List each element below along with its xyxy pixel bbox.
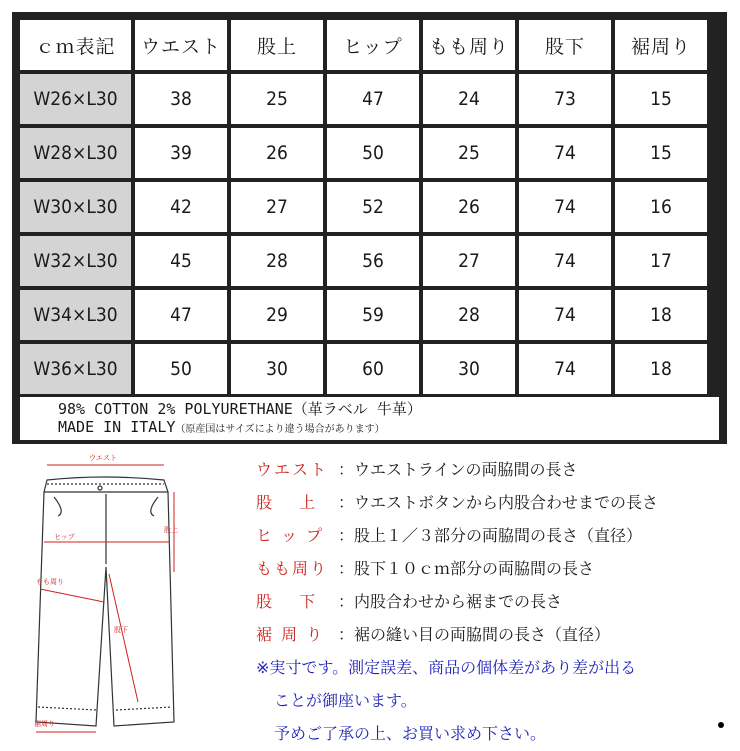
table-cell: 50 xyxy=(327,128,419,178)
size-label: W28×L30 xyxy=(20,128,131,178)
table-row xyxy=(20,290,707,340)
label-waist: ウエスト xyxy=(89,454,117,462)
table-cell: 50 xyxy=(135,344,227,394)
table-cell: 26 xyxy=(231,128,323,178)
legend-term: 股 下 xyxy=(256,592,318,611)
pants-outline xyxy=(36,477,174,726)
label-rise: 股上 xyxy=(164,526,178,534)
legend-note: ※実寸です。測定誤差、商品の個体差があり差が出る xyxy=(256,658,637,677)
pants-measurement-diagram xyxy=(14,452,210,737)
table-cell: 25 xyxy=(231,74,323,124)
size-chart-frame xyxy=(12,12,727,444)
table-cell: 28 xyxy=(423,290,515,340)
table-cell: 15 xyxy=(615,128,707,178)
legend-term: ウエスト xyxy=(256,460,329,479)
table-cell: 74 xyxy=(519,290,611,340)
table-cell: 25 xyxy=(423,128,515,178)
table-cell: 15 xyxy=(615,74,707,124)
table-cell: 29 xyxy=(231,290,323,340)
legend-desc: ：ウエストボタンから内股合わせまでの長さ xyxy=(338,493,659,512)
measure-lines xyxy=(36,465,174,732)
origin-note: （原産国はサイズにより違う場合があります） xyxy=(175,424,385,435)
size-label: W34×L30 xyxy=(20,290,131,340)
material-composition: 98% COTTON 2% POLYURETHANE（革ラベル 牛革） xyxy=(58,400,422,418)
table-cell: 26 xyxy=(423,182,515,232)
legend-term: 股 上 xyxy=(256,493,318,512)
legend-desc: ：股下１０ｃｍ部分の両脇間の長さ xyxy=(338,559,595,578)
table-cell: 74 xyxy=(519,344,611,394)
table-cell: 47 xyxy=(135,290,227,340)
table-cell: 18 xyxy=(615,344,707,394)
table-cell: 38 xyxy=(135,74,227,124)
legend-desc: ：股上１／３部分の両脇間の長さ（直径） xyxy=(338,526,643,545)
label-hem: 裾周り xyxy=(34,720,55,728)
header-inseam: 股下 xyxy=(519,20,611,70)
header-hip: ヒップ xyxy=(327,20,419,70)
header-waist: ウエスト xyxy=(135,20,227,70)
table-cell: 27 xyxy=(423,236,515,286)
table-cell: 59 xyxy=(327,290,419,340)
size-table xyxy=(16,16,711,398)
size-label: W32×L30 xyxy=(20,236,131,286)
header-thigh: もも周り xyxy=(423,20,515,70)
table-cell: 45 xyxy=(135,236,227,286)
legend-item xyxy=(256,553,736,586)
table-row xyxy=(20,344,707,394)
table-cell: 42 xyxy=(135,182,227,232)
table-cell: 18 xyxy=(615,290,707,340)
header-rise: 股上 xyxy=(231,20,323,70)
measurement-legend xyxy=(256,454,736,751)
table-cell: 30 xyxy=(231,344,323,394)
legend-item xyxy=(256,586,736,619)
table-cell: 27 xyxy=(231,182,323,232)
table-cell: 24 xyxy=(423,74,515,124)
table-cell: 74 xyxy=(519,182,611,232)
legend-term: ヒ ッ プ xyxy=(256,526,325,545)
legend-item xyxy=(256,487,736,520)
legend-item xyxy=(256,520,736,553)
size-label: W36×L30 xyxy=(20,344,131,394)
size-label: W30×L30 xyxy=(20,182,131,232)
table-cell: 28 xyxy=(231,236,323,286)
table-cell: 56 xyxy=(327,236,419,286)
table-cell: 74 xyxy=(519,236,611,286)
legend-desc: ：裾の縫い目の両脇間の長さ（直径） xyxy=(338,625,611,644)
material-info xyxy=(20,397,719,440)
legend-desc: ：ウエストラインの両脇間の長さ xyxy=(338,460,578,479)
table-row xyxy=(20,236,707,286)
table-cell: 17 xyxy=(615,236,707,286)
legend-item xyxy=(256,619,736,652)
table-row xyxy=(20,128,707,178)
table-cell: 39 xyxy=(135,128,227,178)
table-cell: 52 xyxy=(327,182,419,232)
label-thigh: もも周り xyxy=(36,578,64,586)
table-cell: 16 xyxy=(615,182,707,232)
legend-term: もも周り xyxy=(256,559,329,578)
legend-term: 裾 周 り xyxy=(256,625,325,644)
legend-item xyxy=(256,454,736,487)
size-label: W26×L30 xyxy=(20,74,131,124)
table-cell: 47 xyxy=(327,74,419,124)
table-cell: 73 xyxy=(519,74,611,124)
header-unit: ｃｍ表記 xyxy=(20,20,131,70)
table-cell: 74 xyxy=(519,128,611,178)
label-hip: ヒップ xyxy=(54,533,75,541)
table-header-row xyxy=(20,20,707,70)
origin-text: MADE IN ITALY xyxy=(58,418,176,436)
legend-desc: ：内股合わせから裾までの長さ xyxy=(338,592,563,611)
legend-note: 予めご了承の上、お買い求め下さい。 xyxy=(274,724,547,743)
table-cell: 30 xyxy=(423,344,515,394)
country-of-origin xyxy=(58,418,719,439)
label-inseam: 股下 xyxy=(114,626,128,634)
table-cell: 60 xyxy=(327,344,419,394)
table-row xyxy=(20,74,707,124)
legend-note: ことが御座います。 xyxy=(274,691,417,710)
dot-mark xyxy=(718,722,724,728)
header-hem: 裾周り xyxy=(615,20,707,70)
table-row xyxy=(20,182,707,232)
